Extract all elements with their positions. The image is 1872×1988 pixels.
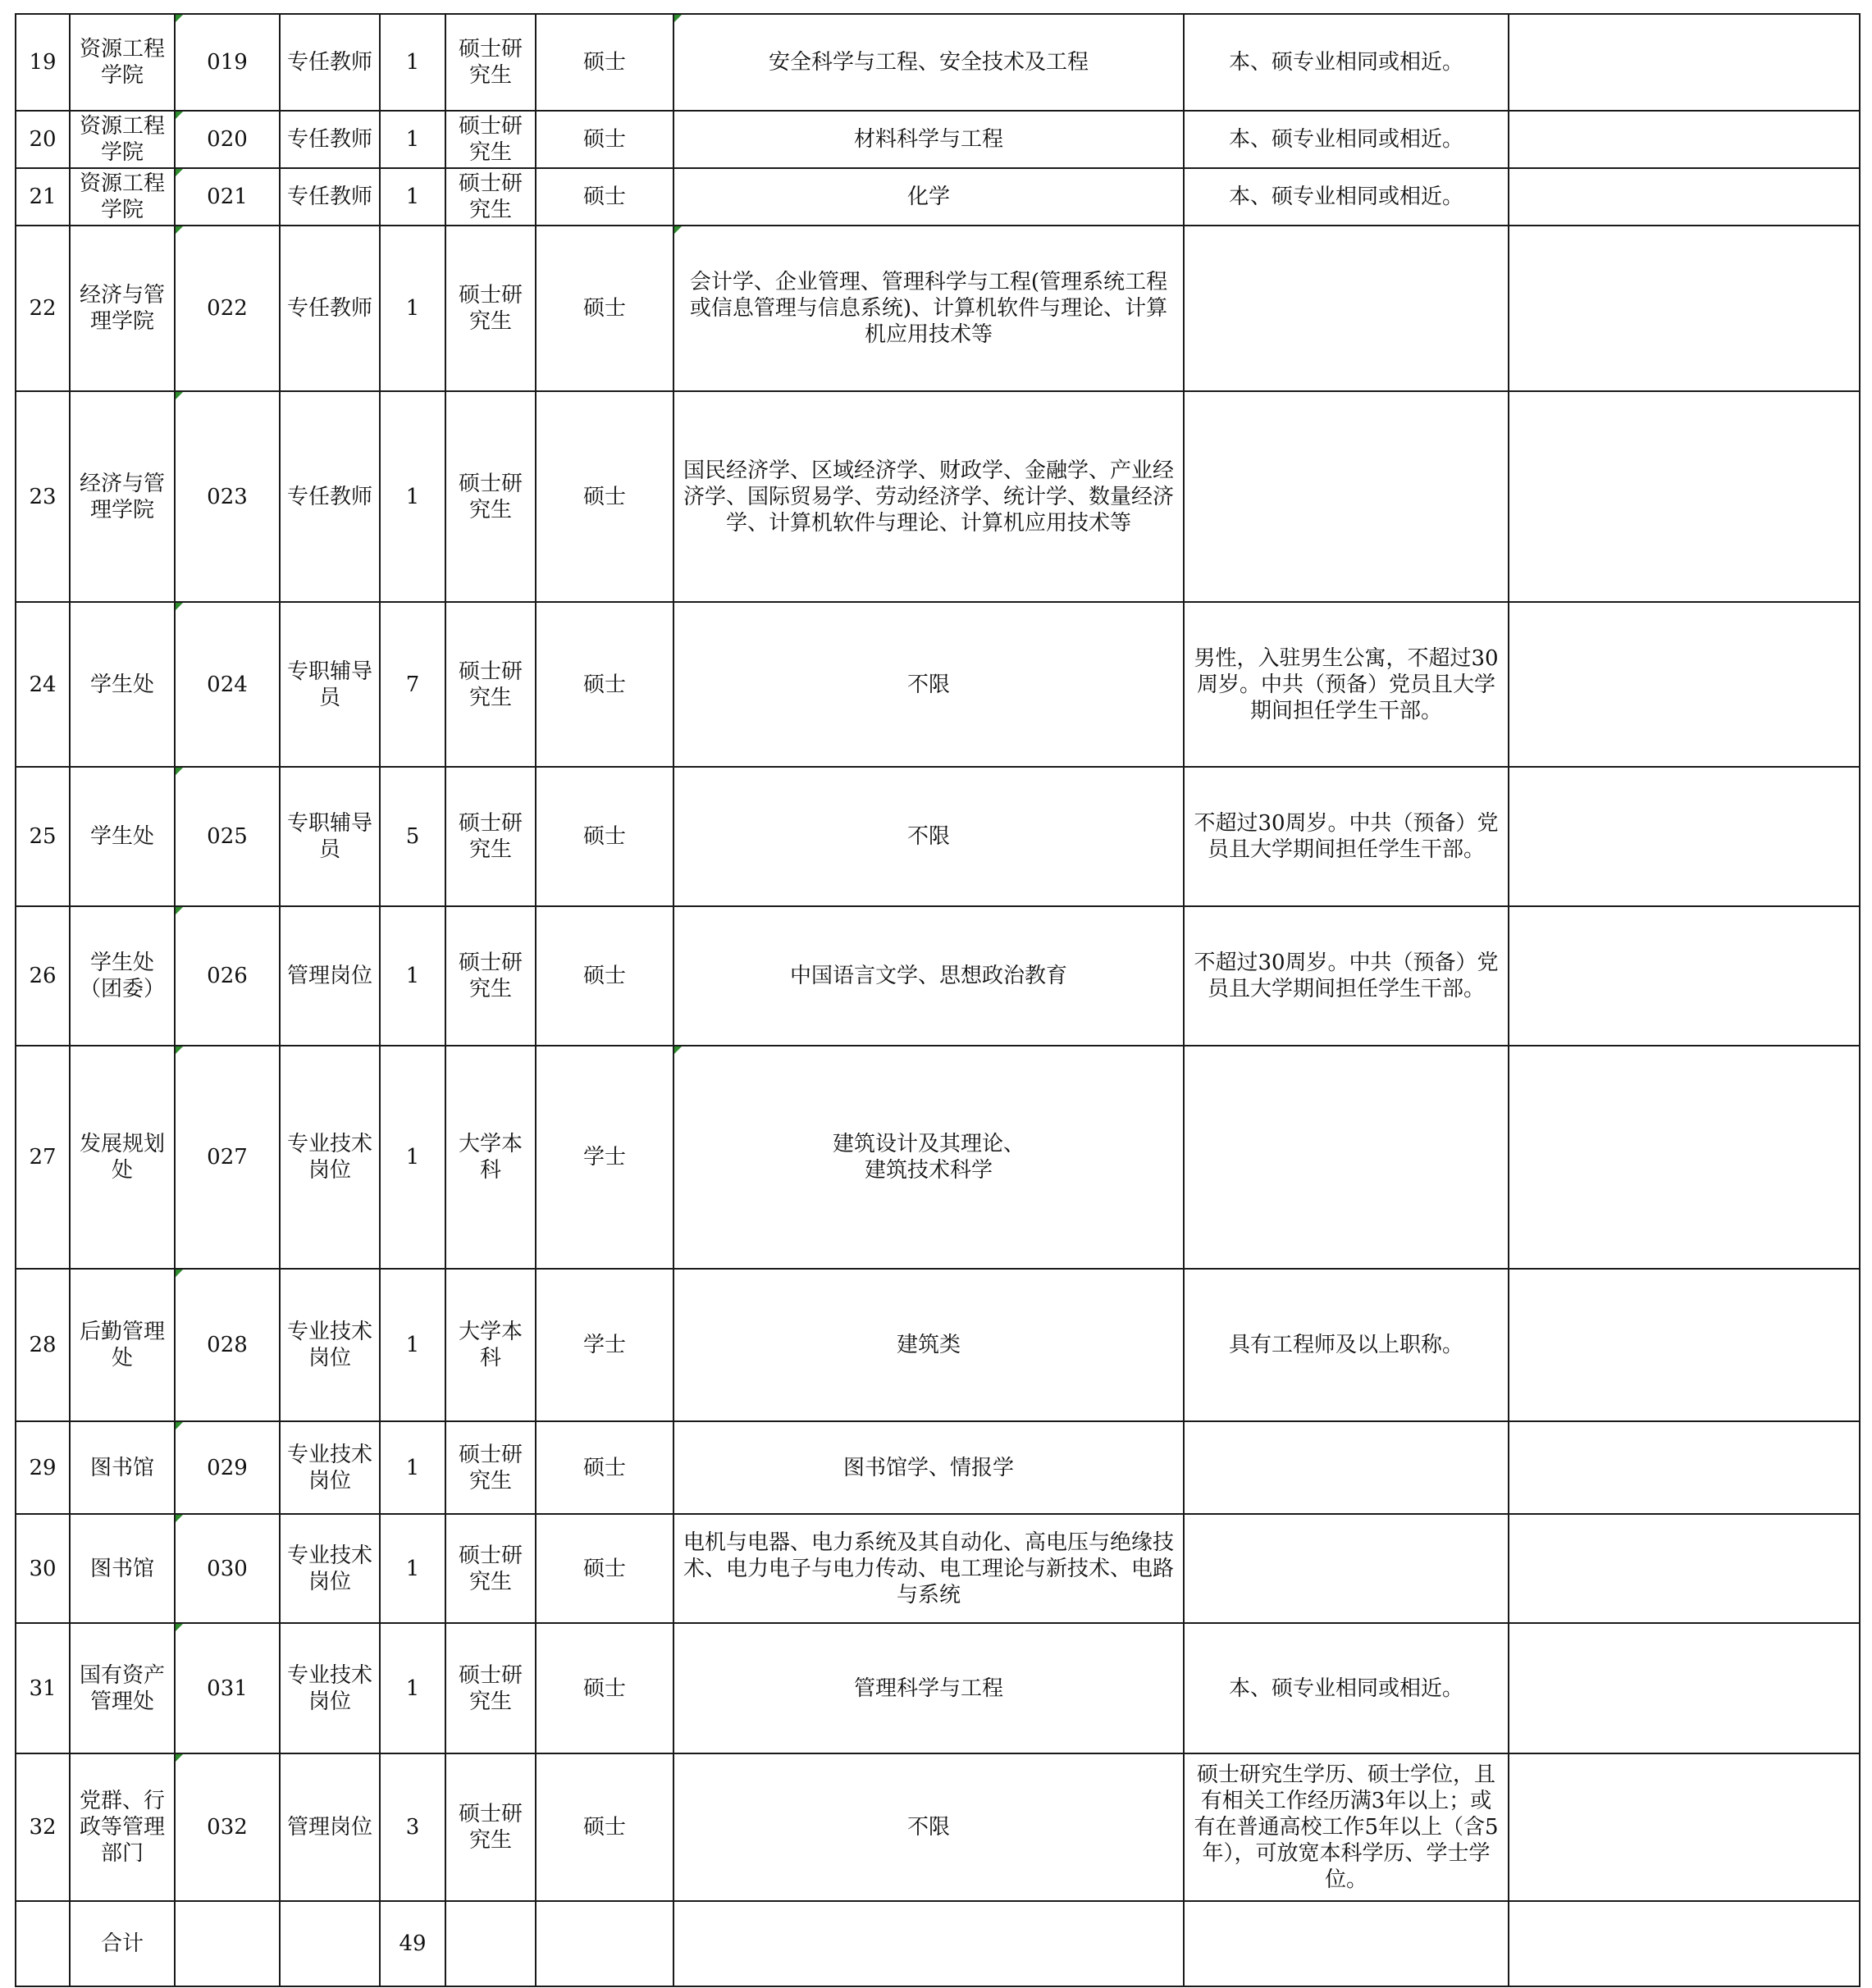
row-number: 21 xyxy=(16,168,70,226)
recruitment-table xyxy=(15,13,1861,1987)
department-cell: 经济与管理学院 xyxy=(70,226,175,391)
degree-cell: 硕士 xyxy=(536,111,673,168)
department-cell: 发展规划处 xyxy=(70,1046,175,1269)
post-code-cell: 019 xyxy=(175,14,280,111)
row-number: 32 xyxy=(16,1753,70,1901)
post-type-cell: 专任教师 xyxy=(280,111,380,168)
empty-cell xyxy=(280,1901,380,1986)
requirements-cell: 不超过30周岁。中共（预备）党员且大学期间担任学生干部。 xyxy=(1184,767,1509,906)
headcount-cell: 1 xyxy=(380,111,445,168)
education-cell: 硕士研究生 xyxy=(445,168,536,226)
row-number: 24 xyxy=(16,602,70,767)
department-cell: 学生处（团委） xyxy=(70,906,175,1046)
remarks-cell xyxy=(1509,14,1860,111)
post-type-cell: 专任教师 xyxy=(280,226,380,391)
table-row xyxy=(16,1514,1860,1623)
table-row xyxy=(16,111,1860,168)
department-cell: 经济与管理学院 xyxy=(70,391,175,602)
headcount-cell: 3 xyxy=(380,1753,445,1901)
headcount-cell: 1 xyxy=(380,1269,445,1421)
education-cell: 硕士研究生 xyxy=(445,906,536,1046)
table-row xyxy=(16,391,1860,602)
empty-cell xyxy=(175,1901,280,1986)
row-number: 27 xyxy=(16,1046,70,1269)
remarks-cell xyxy=(1509,1269,1860,1421)
remarks-cell xyxy=(1509,226,1860,391)
table-row xyxy=(16,1623,1860,1753)
major-cell: 图书馆学、情报学 xyxy=(673,1421,1184,1514)
remarks-cell xyxy=(1509,1753,1860,1901)
degree-cell: 硕士 xyxy=(536,168,673,226)
major-cell: 国民经济学、区域经济学、财政学、金融学、产业经济学、国际贸易学、劳动经济学、统计学、数量经济学、计算机软件与理论、计算机应用技术等 xyxy=(673,391,1184,602)
major-cell: 材料科学与工程 xyxy=(673,111,1184,168)
remarks-cell xyxy=(1509,168,1860,226)
education-cell: 硕士研究生 xyxy=(445,602,536,767)
post-type-cell: 专职辅导员 xyxy=(280,602,380,767)
department-cell: 资源工程学院 xyxy=(70,14,175,111)
post-type-cell: 管理岗位 xyxy=(280,906,380,1046)
remarks-cell xyxy=(1509,1421,1860,1514)
row-number: 23 xyxy=(16,391,70,602)
remarks-cell xyxy=(1509,1514,1860,1623)
table-row xyxy=(16,14,1860,111)
requirements-cell: 男性，入驻男生公寓，不超过30周岁。中共（预备）党员且大学期间担任学生干部。 xyxy=(1184,602,1509,767)
table-row xyxy=(16,226,1860,391)
post-code-cell: 029 xyxy=(175,1421,280,1514)
row-number: 20 xyxy=(16,111,70,168)
total-count: 49 xyxy=(380,1901,445,1986)
headcount-cell: 1 xyxy=(380,1514,445,1623)
requirements-cell xyxy=(1184,391,1509,602)
requirements-cell: 具有工程师及以上职称。 xyxy=(1184,1269,1509,1421)
headcount-cell: 1 xyxy=(380,1046,445,1269)
row-number: 22 xyxy=(16,226,70,391)
major-cell: 中国语言文学、思想政治教育 xyxy=(673,906,1184,1046)
post-type-cell: 专职辅导员 xyxy=(280,767,380,906)
education-cell: 硕士研究生 xyxy=(445,1623,536,1753)
remarks-cell xyxy=(1509,1623,1860,1753)
major-cell: 建筑设计及其理论、 建筑技术科学 xyxy=(673,1046,1184,1269)
post-type-cell: 专业技术岗位 xyxy=(280,1046,380,1269)
major-cell: 管理科学与工程 xyxy=(673,1623,1184,1753)
education-cell: 硕士研究生 xyxy=(445,391,536,602)
education-cell: 硕士研究生 xyxy=(445,14,536,111)
degree-cell: 硕士 xyxy=(536,391,673,602)
headcount-cell: 1 xyxy=(380,391,445,602)
requirements-cell: 本、硕专业相同或相近。 xyxy=(1184,14,1509,111)
headcount-cell: 5 xyxy=(380,767,445,906)
major-cell: 不限 xyxy=(673,767,1184,906)
row-number: 19 xyxy=(16,14,70,111)
degree-cell: 硕士 xyxy=(536,906,673,1046)
requirements-cell: 不超过30周岁。中共（预备）党员且大学期间担任学生干部。 xyxy=(1184,906,1509,1046)
row-number: 29 xyxy=(16,1421,70,1514)
department-cell: 后勤管理处 xyxy=(70,1269,175,1421)
post-code-cell: 021 xyxy=(175,168,280,226)
major-cell: 不限 xyxy=(673,1753,1184,1901)
degree-cell: 硕士 xyxy=(536,1753,673,1901)
requirements-cell: 本、硕专业相同或相近。 xyxy=(1184,1623,1509,1753)
degree-cell: 硕士 xyxy=(536,226,673,391)
table-row xyxy=(16,767,1860,906)
post-code-cell: 022 xyxy=(175,226,280,391)
requirements-cell xyxy=(1184,1421,1509,1514)
post-code-cell: 031 xyxy=(175,1623,280,1753)
post-code-cell: 020 xyxy=(175,111,280,168)
department-cell: 图书馆 xyxy=(70,1514,175,1623)
headcount-cell: 7 xyxy=(380,602,445,767)
post-code-cell: 027 xyxy=(175,1046,280,1269)
requirements-cell: 本、硕专业相同或相近。 xyxy=(1184,168,1509,226)
degree-cell: 硕士 xyxy=(536,14,673,111)
headcount-cell: 1 xyxy=(380,168,445,226)
post-code-cell: 030 xyxy=(175,1514,280,1623)
remarks-cell xyxy=(1509,391,1860,602)
empty-cell xyxy=(16,1901,70,1986)
row-number: 28 xyxy=(16,1269,70,1421)
education-cell: 硕士研究生 xyxy=(445,1514,536,1623)
degree-cell: 学士 xyxy=(536,1269,673,1421)
education-cell: 硕士研究生 xyxy=(445,1753,536,1901)
post-type-cell: 专业技术岗位 xyxy=(280,1421,380,1514)
department-cell: 图书馆 xyxy=(70,1421,175,1514)
degree-cell: 硕士 xyxy=(536,1514,673,1623)
remarks-cell xyxy=(1509,111,1860,168)
education-cell: 硕士研究生 xyxy=(445,767,536,906)
row-number: 26 xyxy=(16,906,70,1046)
degree-cell: 硕士 xyxy=(536,767,673,906)
post-code-cell: 024 xyxy=(175,602,280,767)
table-row xyxy=(16,1753,1860,1901)
table-row xyxy=(16,1046,1860,1269)
headcount-cell: 1 xyxy=(380,1623,445,1753)
requirements-cell: 硕士研究生学历、硕士学位，且有相关工作经历满3年以上；或有在普通高校工作5年以上（含5年），可放宽本科学历、学士学位。 xyxy=(1184,1753,1509,1901)
post-type-cell: 专业技术岗位 xyxy=(280,1623,380,1753)
post-type-cell: 专任教师 xyxy=(280,168,380,226)
major-cell: 会计学、企业管理、管理科学与工程(管理系统工程或信息管理与信息系统)、计算机软件与理论、计算机应用技术等 xyxy=(673,226,1184,391)
total-row xyxy=(16,1901,1860,1986)
table-body xyxy=(16,14,1860,1986)
table-row xyxy=(16,1269,1860,1421)
education-cell: 大学本科 xyxy=(445,1269,536,1421)
major-cell: 化学 xyxy=(673,168,1184,226)
post-type-cell: 管理岗位 xyxy=(280,1753,380,1901)
requirements-cell: 本、硕专业相同或相近。 xyxy=(1184,111,1509,168)
department-cell: 学生处 xyxy=(70,602,175,767)
post-type-cell: 专业技术岗位 xyxy=(280,1269,380,1421)
major-cell: 建筑类 xyxy=(673,1269,1184,1421)
recruitment-table-sheet xyxy=(15,13,1861,1987)
total-label: 合计 xyxy=(70,1901,175,1986)
education-cell: 硕士研究生 xyxy=(445,111,536,168)
department-cell: 学生处 xyxy=(70,767,175,906)
post-code-cell: 032 xyxy=(175,1753,280,1901)
major-cell: 电机与电器、电力系统及其自动化、高电压与绝缘技术、电力电子与电力传动、电工理论与新技术、电路与系统 xyxy=(673,1514,1184,1623)
education-cell: 硕士研究生 xyxy=(445,226,536,391)
post-code-cell: 023 xyxy=(175,391,280,602)
post-type-cell: 专业技术岗位 xyxy=(280,1514,380,1623)
table-row xyxy=(16,168,1860,226)
remarks-cell xyxy=(1509,906,1860,1046)
degree-cell: 学士 xyxy=(536,1046,673,1269)
headcount-cell: 1 xyxy=(380,1421,445,1514)
degree-cell: 硕士 xyxy=(536,1421,673,1514)
post-code-cell: 026 xyxy=(175,906,280,1046)
empty-cell xyxy=(445,1901,536,1986)
empty-cell xyxy=(536,1901,673,1986)
requirements-cell xyxy=(1184,226,1509,391)
remarks-cell xyxy=(1509,602,1860,767)
table-row xyxy=(16,602,1860,767)
row-number: 25 xyxy=(16,767,70,906)
major-cell: 不限 xyxy=(673,602,1184,767)
education-cell: 大学本科 xyxy=(445,1046,536,1269)
table-row xyxy=(16,1421,1860,1514)
remarks-cell xyxy=(1509,1046,1860,1269)
post-code-cell: 028 xyxy=(175,1269,280,1421)
post-code-cell: 025 xyxy=(175,767,280,906)
department-cell: 国有资产管理处 xyxy=(70,1623,175,1753)
post-type-cell: 专任教师 xyxy=(280,391,380,602)
remarks-cell xyxy=(1509,767,1860,906)
headcount-cell: 1 xyxy=(380,906,445,1046)
empty-cell xyxy=(1184,1901,1509,1986)
requirements-cell xyxy=(1184,1046,1509,1269)
degree-cell: 硕士 xyxy=(536,1623,673,1753)
row-number: 31 xyxy=(16,1623,70,1753)
headcount-cell: 1 xyxy=(380,226,445,391)
empty-cell xyxy=(1509,1901,1860,1986)
requirements-cell xyxy=(1184,1514,1509,1623)
major-cell: 安全科学与工程、安全技术及工程 xyxy=(673,14,1184,111)
department-cell: 资源工程学院 xyxy=(70,111,175,168)
empty-cell xyxy=(673,1901,1184,1986)
post-type-cell: 专任教师 xyxy=(280,14,380,111)
education-cell: 硕士研究生 xyxy=(445,1421,536,1514)
department-cell: 党群、行政等管理部门 xyxy=(70,1753,175,1901)
row-number: 30 xyxy=(16,1514,70,1623)
headcount-cell: 1 xyxy=(380,14,445,111)
degree-cell: 硕士 xyxy=(536,602,673,767)
table-row xyxy=(16,906,1860,1046)
department-cell: 资源工程学院 xyxy=(70,168,175,226)
